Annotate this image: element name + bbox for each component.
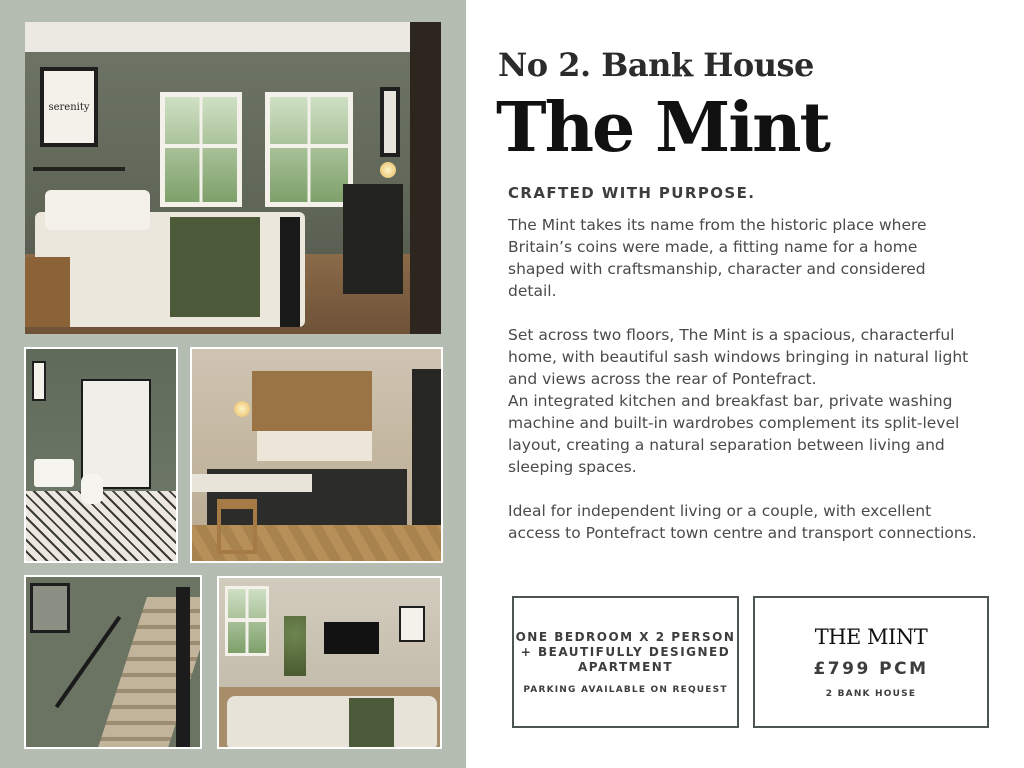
- serenity-sign: serenity: [40, 67, 98, 147]
- dresser: [343, 184, 403, 294]
- description-paragraph: The Mint takes its name from the historic place where Britain’s coins were made, a fitting name for a home shaped with craftsmanship, character and considered detail.: [508, 216, 927, 300]
- description: [508, 214, 978, 544]
- apartment-line-3: APARTMENT: [577, 659, 674, 674]
- price-info-box: [753, 596, 989, 728]
- rent-price: £799 PCM: [813, 659, 929, 679]
- property-subtitle: No 2. Bank House: [498, 46, 814, 84]
- bedroom-photo: [25, 22, 441, 334]
- tv: [324, 622, 379, 654]
- kitchen-photo: [190, 347, 443, 563]
- photo-collage-panel: [0, 0, 466, 768]
- price-box-title: THE MINT: [814, 625, 928, 649]
- address-label: 2 BANK HOUSE: [825, 689, 917, 699]
- description-paragraph: Ideal for independent living or a couple, with excellent access to Pontefract town centre and transport connections.: [508, 502, 977, 542]
- property-title: The Mint: [496, 88, 829, 168]
- description-paragraph: An integrated kitchen and breakfast bar, private washing machine and built-in wardrobes complement its split-level layout, creating a natural separation between living and sleeping spaces.: [508, 392, 960, 476]
- parking-note: PARKING AVAILABLE ON REQUEST: [523, 684, 728, 695]
- bathroom-photo: [24, 347, 178, 563]
- apartment-line-1: ONE BEDROOM X 2 PERSON: [515, 629, 736, 644]
- description-paragraph: Set across two floors, The Mint is a spacious, characterful home, with beautiful sash windows bringing in natural light and views across the rear of Pontefract.: [508, 326, 969, 388]
- living-room-photo: [217, 576, 442, 749]
- staircase-photo: [24, 575, 202, 749]
- content-panel: [466, 0, 1024, 768]
- green-throw: [170, 217, 260, 317]
- apartment-info-box: [512, 596, 739, 728]
- tagline: CRAFTED WITH PURPOSE.: [508, 184, 756, 202]
- apartment-line-2: + BEAUTIFULLY DESIGNED: [520, 644, 731, 659]
